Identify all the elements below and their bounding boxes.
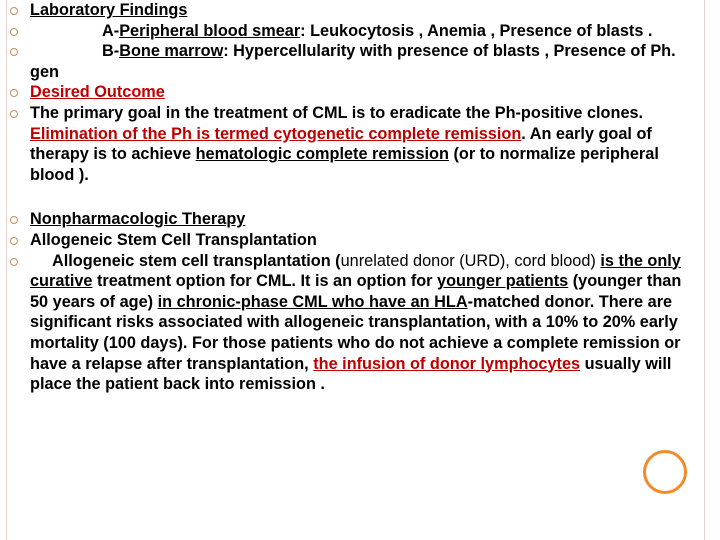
lab-a-rest: : Leukocytosis , Anemia , Presence of blasts . [300,21,653,40]
nonpharm-p10: -matched donor. There are significant risks associated with allogeneic transplantation, with a 10% to 20% early mortality (100 days). For those patients who do not achieve a complete remission or have a relapse after transplantation, [30,292,681,373]
bullet-nonpharm-text [30,251,698,395]
outcome-t1: The primary goal in the treatment of CML is to eradicate the Ph-positive clones. [30,103,644,122]
nonpharm-sub: Allogeneic Stem Cell Transplantation [30,230,317,249]
nonpharm-heading: Nonpharmacologic Therapy [30,210,246,229]
outcome-heading: Desired Outcome [30,83,165,102]
lab-b-rest: : Hypercellularity with presence of blasts , Presence of Ph. gen [30,42,676,81]
decorative-circle [643,450,687,494]
bullet-icon [10,28,18,36]
bullet-icon [10,258,18,266]
bullet-nonpharm-heading [30,209,698,230]
nonpharm-p7: (younger than 50 years of age) [30,272,682,311]
outcome-t5: (or to normalize peripheral blood ). [30,145,659,184]
lab-a-link: Peripheral blood smear [119,21,301,40]
bullet-icon [10,7,18,15]
outcome-t2: Elimination of the Ph is termed cytogenetic complete remission [30,124,522,143]
nonpharm-p8: in chronic-phase CML who [157,292,369,311]
bullet-nonpharm-sub [30,230,698,251]
bullet-icon [10,110,18,118]
outcome-t4: hematologic complete remission [195,145,449,164]
lab-b-prefix: B- [102,42,120,61]
nonpharm-p11: the infusion of donor lymphocytes [313,354,581,373]
nonpharm-p4: is the only curative [30,251,681,291]
bullet-icon [10,48,18,56]
slide-frame-right [704,0,705,540]
nonpharm-p9: have an HLA [368,292,468,311]
spacer [30,185,698,209]
slide-body [30,0,698,395]
nonpharm-p1: Allogeneic stem cell transplantation ( [52,251,341,270]
nonpharm-p6: younger patients [437,272,569,291]
lab-heading: Laboratory Findings [30,1,188,19]
bullet-outcome-heading [30,82,698,103]
outcome-t3: . An early goal of therapy is to achieve [30,124,652,164]
bullet-lab-a [30,21,698,42]
lab-b-link: Bone marrow [119,42,224,61]
nonpharm-p12: usually will place the patient back into remission . [30,354,672,394]
bullet-icon [10,237,18,245]
bullet-icon [10,216,18,224]
bullet-lab-b [30,41,698,82]
slide-frame-left [6,0,7,540]
bullet-outcome-text [30,103,698,185]
nonpharm-p2: unrelated donor (URD), cord blood) [340,251,596,270]
lab-a-prefix: A- [102,21,120,40]
bullet-icon [10,89,18,97]
bullet-lab-heading [30,0,698,21]
nonpharm-p5: treatment option for CML. It is an option for [92,272,438,291]
